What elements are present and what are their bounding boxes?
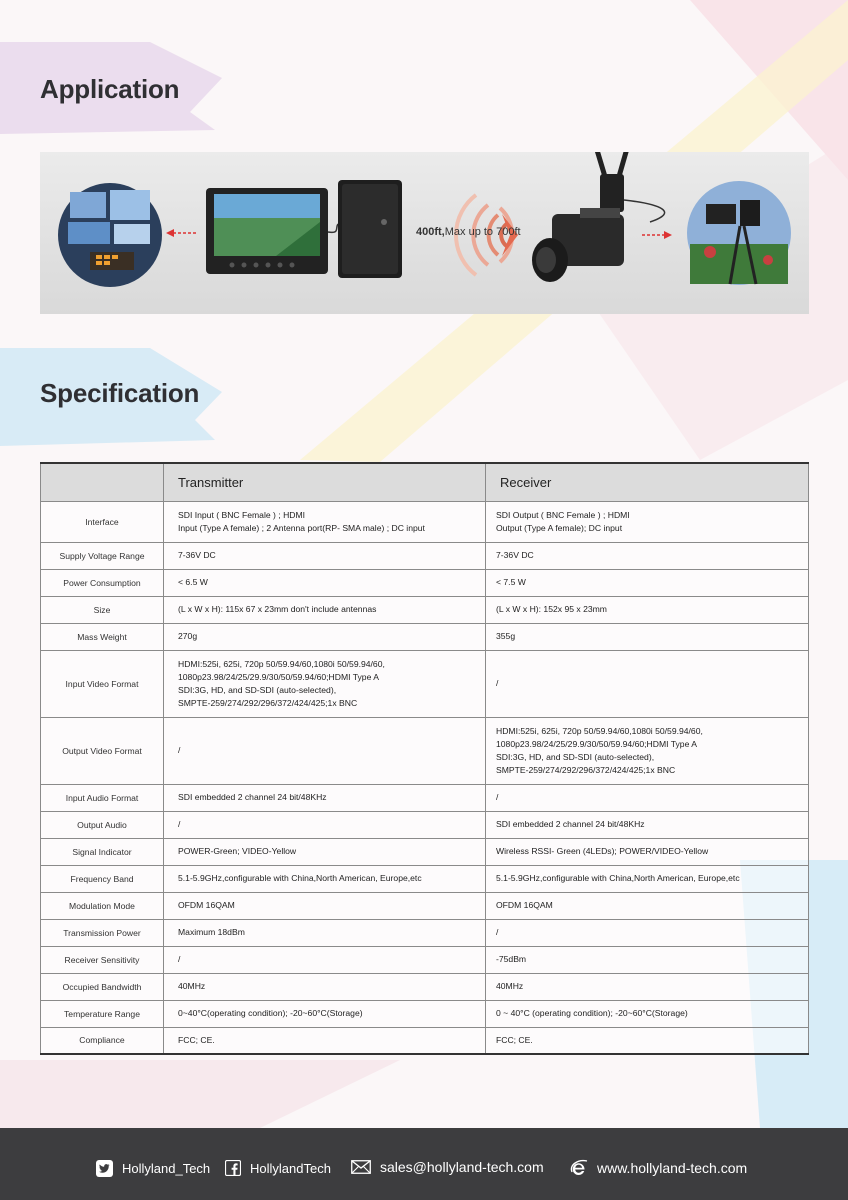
transmitter-value: 7-36V DC xyxy=(164,542,486,569)
receiver-value: SDI embedded 2 channel 24 bit/48KHz xyxy=(486,811,809,838)
receiver-value: FCC; CE. xyxy=(486,1027,809,1054)
receiver-value: < 7.5 W xyxy=(486,569,809,596)
table-row xyxy=(41,596,809,623)
application-banner xyxy=(40,152,809,314)
receiver-value: / xyxy=(486,650,809,717)
table-row xyxy=(41,623,809,650)
browser-icon xyxy=(570,1159,588,1177)
website-link[interactable] xyxy=(570,1159,747,1177)
transmitter-value: (L x W x H): 115x 67 x 23mm don't include antennas xyxy=(164,596,486,623)
transmitter-value: FCC; CE. xyxy=(164,1027,486,1054)
transmission-range-text: 400ft,Max up to 700ft xyxy=(416,226,521,238)
transmitter-value: 270g xyxy=(164,623,486,650)
row-label: Receiver Sensitivity xyxy=(41,946,164,973)
table-row xyxy=(41,501,809,542)
mail-icon xyxy=(351,1160,371,1174)
transmitter-value: SDI Input ( BNC Female ) ; HDMI Input (Type A female) ; 2 Antenna port(RP- SMA male) ; DC input xyxy=(164,501,486,542)
twitter-icon xyxy=(96,1160,113,1177)
table-row xyxy=(41,973,809,1000)
twitter-handle: Hollyland_Tech xyxy=(122,1161,211,1176)
table-row xyxy=(41,811,809,838)
table-row xyxy=(41,865,809,892)
row-label: Input Audio Format xyxy=(41,784,164,811)
receiver-value: 5.1-5.9GHz,configurable with China,North American, Europe,etc xyxy=(486,865,809,892)
transmitter-value: SDI embedded 2 channel 24 bit/48KHz xyxy=(164,784,486,811)
transmitter-value: / xyxy=(164,946,486,973)
row-label: Power Consumption xyxy=(41,569,164,596)
table-row xyxy=(41,542,809,569)
row-label: Mass Weight xyxy=(41,623,164,650)
row-label: Size xyxy=(41,596,164,623)
receiver-value: HDMI:525i, 625i, 720p 50/59.94/60,1080i 50/59.94/60, 1080p23.98/24/25/29.9/30/50/59.94/60;HDMI Type A SDI:3G, HD, and SD-SDI (auto-selected), SMPTE-259/274/292/296/372/424/425;1x BNC xyxy=(486,717,809,784)
specification-title: Specification xyxy=(40,378,200,408)
table-row xyxy=(41,784,809,811)
transmitter-value: 5.1-5.9GHz,configurable with China,North American, Europe,etc xyxy=(164,865,486,892)
receiver-value: OFDM 16QAM xyxy=(486,892,809,919)
table-row xyxy=(41,838,809,865)
row-label: Input Video Format xyxy=(41,650,164,717)
transmitter-value: / xyxy=(164,811,486,838)
row-label: Occupied Bandwidth xyxy=(41,973,164,1000)
row-label: Temperature Range xyxy=(41,1000,164,1027)
header-blank xyxy=(41,463,164,501)
transmitter-value: 40MHz xyxy=(164,973,486,1000)
receiver-value: 0 ~ 40°C (operating condition); -20~60°C(Storage) xyxy=(486,1000,809,1027)
transmitter-value: OFDM 16QAM xyxy=(164,892,486,919)
table-row xyxy=(41,919,809,946)
header-receiver: Receiver xyxy=(486,463,809,501)
transmitter-value: POWER-Green; VIDEO-Yellow xyxy=(164,838,486,865)
receiver-value: 40MHz xyxy=(486,973,809,1000)
table-row xyxy=(41,569,809,596)
header-transmitter: Transmitter xyxy=(164,463,486,501)
email-link[interactable] xyxy=(351,1159,544,1175)
receiver-value: (L x W x H): 152x 95 x 23mm xyxy=(486,596,809,623)
transmitter-value: Maximum 18dBm xyxy=(164,919,486,946)
receiver-value: Wireless RSSI- Green (4LEDs); POWER/VIDEO-Yellow xyxy=(486,838,809,865)
specification-table xyxy=(40,462,809,1055)
facebook-icon xyxy=(225,1160,241,1176)
twitter-link[interactable] xyxy=(96,1160,210,1177)
table-row xyxy=(41,946,809,973)
receiver-value: 355g xyxy=(486,623,809,650)
transmitter-value: 0~40°C(operating condition); -20~60°C(Storage) xyxy=(164,1000,486,1027)
table-row xyxy=(41,1000,809,1027)
receiver-value: / xyxy=(486,919,809,946)
transmitter-value: HDMI:525i, 625i, 720p 50/59.94/60,1080i 50/59.94/60, 1080p23.98/24/25/29.9/30/50/59.94/60;HDMI Type A SDI:3G, HD, and SD-SDI (auto-selected), SMPTE-259/274/292/296/372/424/425;1x BNC xyxy=(164,650,486,717)
row-label: Frequency Band xyxy=(41,865,164,892)
facebook-handle: HollylandTech xyxy=(250,1160,331,1176)
row-label: Output Video Format xyxy=(41,717,164,784)
row-label: Compliance xyxy=(41,1027,164,1054)
receiver-value: 7-36V DC xyxy=(486,542,809,569)
application-title: Application xyxy=(40,74,180,104)
row-label: Transmission Power xyxy=(41,919,164,946)
table-row xyxy=(41,650,809,717)
row-label: Output Audio xyxy=(41,811,164,838)
row-label: Modulation Mode xyxy=(41,892,164,919)
receiver-value: / xyxy=(486,784,809,811)
table-row xyxy=(41,892,809,919)
transmitter-value: < 6.5 W xyxy=(164,569,486,596)
row-label: Supply Voltage Range xyxy=(41,542,164,569)
transmitter-value: / xyxy=(164,717,486,784)
receiver-value: -75dBm xyxy=(486,946,809,973)
email-address: sales@hollyland-tech.com xyxy=(380,1159,544,1175)
table-header-row xyxy=(41,463,809,501)
row-label: Interface xyxy=(41,501,164,542)
row-label: Signal Indicator xyxy=(41,838,164,865)
facebook-link[interactable] xyxy=(225,1160,331,1176)
website-url: www.hollyland-tech.com xyxy=(597,1160,748,1176)
footer-bar xyxy=(0,1128,848,1200)
table-row xyxy=(41,1027,809,1054)
table-row xyxy=(41,717,809,784)
receiver-value: SDI Output ( BNC Female ) ; HDMI Output (Type A female); DC input xyxy=(486,501,809,542)
